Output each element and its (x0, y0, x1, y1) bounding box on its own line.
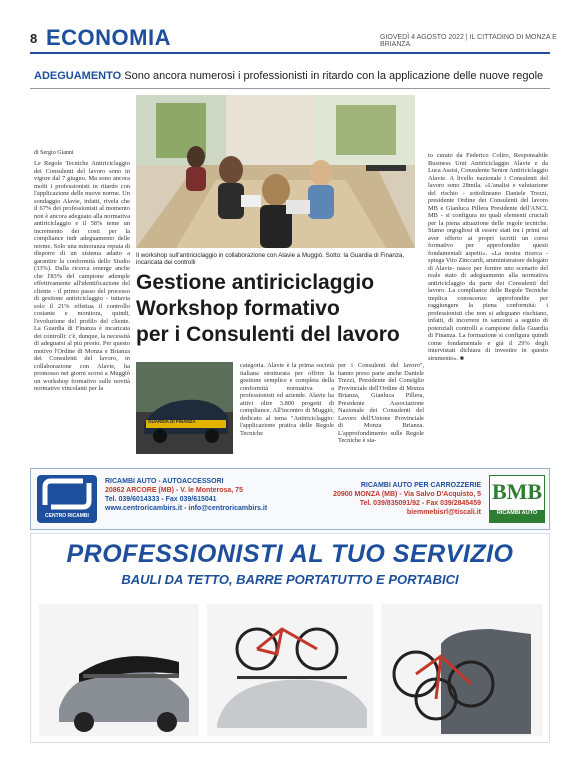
left-shop-address: 20862 ARCORE (MB) - V. le Monterosa, 75 (105, 487, 243, 494)
article-column-bottom-2: per i Consulenti del lavoro", hanno preso parte anche Daniele Trezzi, Presidente del Consiglio Provinciale dell'Ordine di Monza Brianza, Gianluca Pillera, Presidente Associazione Nazionale dei Consulenti del Lavoro dell'Unione Provinciale di Monza Brianza. L'approfondimento sulle Regole Tecniche è sta- (338, 362, 424, 444)
left-shop-name: RICAMBI AUTO - AUTOACCESSORI (105, 478, 224, 485)
car-lettering: GUARDIA DI FINANZA (148, 419, 196, 424)
kicker-tag: ADEGUAMENTO (34, 70, 122, 82)
left-shop-web: www.centroricambirs.it - info@centroricambirs.it (105, 505, 268, 512)
header-rule (30, 52, 550, 54)
photo-caption: Il workshop sull'antiriciclaggio in collaborazione con Alavie a Muggiò. Sotto: la Guardia di Finanza, incaricata dei controlli (136, 252, 405, 266)
right-shop-address: 20900 MONZA (MB) - Via Salvo D'Acquisto, 5 (333, 491, 481, 498)
kicker-text: Sono ancora numerosi i professionisti in ritardo con la applicazione delle nuove regole (124, 70, 544, 82)
roof-bike-rack-image (207, 604, 373, 736)
bmb-logo-subtitle: RICAMBI AUTO (490, 510, 544, 522)
kicker (34, 70, 543, 82)
finance-car-illustration (136, 362, 233, 454)
dateline: GIOVEDÌ 4 AGOSTO 2022 | IL CITTADINO DI MONZA E BRIANZA (380, 34, 557, 48)
bmb-logo-letters: BMB (491, 479, 543, 504)
article-column-bottom-1: categoria. Alavie è la prima società italiana strutturata per offrire la gestione semplice e completa della conformità normativa a professionisti ed aziende. Alavie ha attivi oltre 3.800 progetti di compliance. All'incontro di Muggiò, dedicato al tema "Antiriciclaggio: l'applicazione pratica delle Regole Tecniche (240, 362, 334, 437)
bmb-logo (489, 475, 545, 523)
byline: di Sergio Gianni (34, 150, 74, 156)
headline-line-1: Gestione antiriciclaggio (136, 271, 375, 294)
headline-line-3: per i Consulenti del lavoro (136, 323, 400, 346)
right-shop-phone: Tel. 039/835091/92 - Fax 039/2845459 (359, 500, 481, 507)
headline (136, 270, 421, 348)
guardia-di-finanza-photo (136, 362, 233, 454)
ad-professionisti (30, 533, 550, 743)
page-number: 8 (30, 31, 38, 46)
section-title: ECONOMIA (46, 25, 171, 50)
rear-bike-illustration (381, 604, 543, 736)
ricambi-logo-mark (37, 475, 97, 513)
article-column-left: Le Regole Tecniche Antiriciclaggio dei Consulenti del lavoro sono in vigore dal 7 giugno. Ma sono ancora molti i professionisti in ritardo con l'applicazione delle nuove norme. Un sondaggio Alavie, infatti, rivela che il 67% dei professionisti al momento non è ancora adeguato alla normativa antiriciclaggio e il 58% teme un incremento dei costi per la compliance indr adeguamento delle norme. Solo una minoranza reputa di disporre di un sistema adatto a garantire la conformità dello Studio (33%). Dalla ricerca emerge anche che l'83% del campione ademple effettivamente all'identificazione del cliente - il primo passo del processo di gestione antiriciclaggio - tuttavia solo il 21% effettua il controllo costante e monitora, quindi, l'evoluzione del profilo del cliente. La Guardia di Finanza è incaricata dei controlli: c'è, dunque, la necessità di adeguarsi al più presto. Per questo motivo l'Ordine di Monza e Brianza dei Consulenti del lavoro, in collaborazione con Alavie, ha promosso nei giorni scorsi a Muggiò un workshop formativo sulle novità normative vincolanti per la (34, 160, 130, 392)
roof-box-image (39, 604, 199, 736)
ad-subtitle: BAULI DA TETTO, BARRE PORTATUTTO E PORTABICI (121, 572, 459, 587)
roof-box-illustration (39, 604, 199, 736)
article-column-right: to curato da Federico Coltro, Responsabile Business Unit Antiriciclaggio Alavie e da Luca Assisi, Consulente Senior Antiriciclaggio Alavie. A livello nazionale i Consulenti del lavoro sono 28mila. «L'analisi e valutazione del rischio - sottolineano Daniele Trezzi, presidente Ordine dei Consulenti del lavoro MB e Gianluca Pillera Presidente dell'ANCL MB - si configura no quali elementi cruciali per la piena attuazione delle regole tecniche. Siamo orgogliosi di essere stati tra i primi ad aver offerto ai propri iscritti un corso formativo per approfondire questi fondamentali aspetti». «La nostra ricerca - spiega Vito Zinccardi, amministratore delegato di Alavie- nasce per fornire uno scenario del reale stato di adeguamento alla normativa antiriciclaggio da parte dei Consulenti del lavoro. La compliance delle Regole Tecniche implica conoscenze approfondite per raggiungere la piena conformità: i professionisti che non si adeguano rischiano, infatti, di incorrere in sanzioni a seguito di potenziali controlli a campione della Guardia di Finanza. La formazione si configura quindi come fondamentale e già il 29% degli intervistati dichiara di investire in questo strumento». ■ (428, 152, 548, 362)
right-shop-email: biemmebisrl@tiscali.it (406, 509, 481, 516)
centro-ricambi-logo-text: CENTRO RICAMBI (45, 513, 89, 519)
left-shop-phone: Tel. 039/6014333 - Fax 039/615041 (105, 496, 217, 503)
kicker-rule (30, 88, 550, 89)
headline-line-2: Workshop formativo (136, 297, 340, 320)
ad-ricambi (30, 468, 550, 530)
rear-bike-carrier-image (381, 604, 543, 736)
right-shop-name: RICAMBI AUTO PER CARROZZERIE (360, 482, 481, 489)
roof-bike-illustration (207, 604, 373, 736)
ad-title: PROFESSIONISTI AL TUO SERVIZIO (66, 540, 514, 568)
workshop-photo-illustration (136, 95, 415, 248)
centro-ricambi-logo (37, 475, 97, 523)
workshop-photo (136, 95, 415, 248)
